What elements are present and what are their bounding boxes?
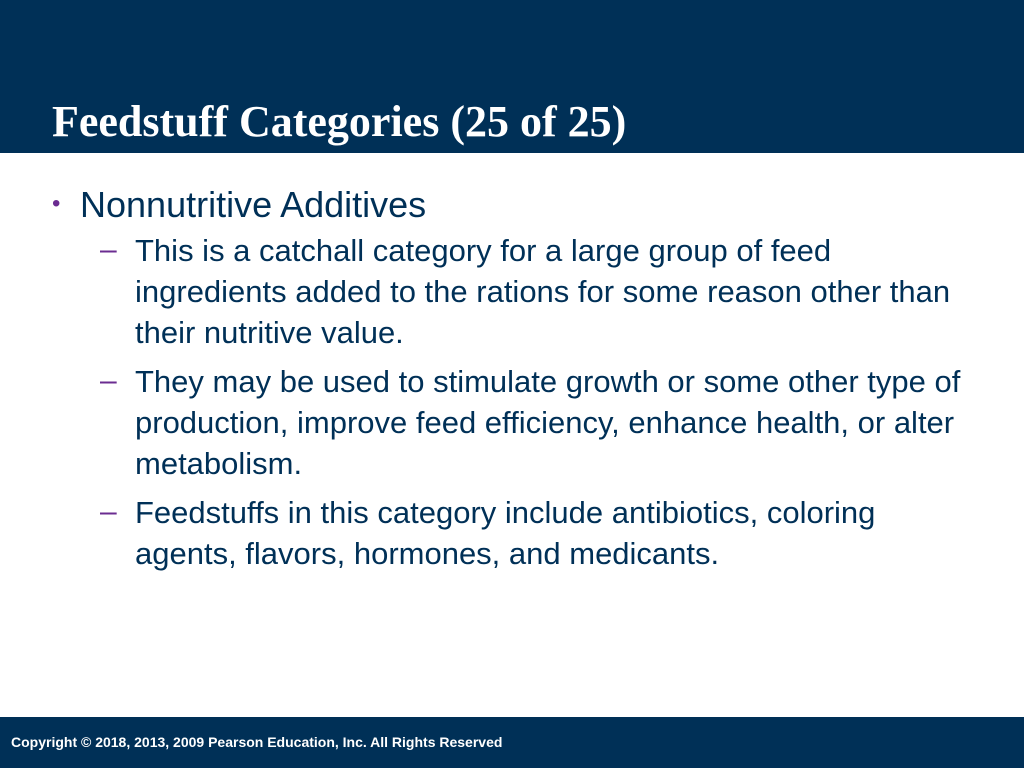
title-bar [0,0,1024,153]
bullet-marker: • [52,190,61,217]
slide-content [0,184,1024,582]
sub-bullet-marker: – [100,495,117,528]
sub-bullet-text: Feedstuffs in this category include antibiotics, coloring agents, flavors, hormones, and medicants. [135,495,876,571]
sub-bullet-marker: – [100,364,117,397]
sub-bullet-text: They may be used to stimulate growth or some other type of production, improve feed efficiency, enhance health, or alter metabolism. [135,364,961,481]
copyright-text: Copyright © 2018, 2013, 2009 Pearson Education, Inc. All Rights Reserved [11,734,503,750]
sub-bullet-item [0,492,1024,574]
slide-title: Feedstuff Categories (25 of 25) [52,97,627,146]
sub-bullet-marker: – [100,233,117,266]
sub-bullet-item [0,230,1024,353]
sub-bullet-item [0,361,1024,484]
bullet-text: Nonnutritive Additives [80,184,427,225]
footer-bar [0,717,1024,768]
sub-bullet-list [0,230,1024,574]
sub-bullet-text: This is a catchall category for a large group of feed ingredients added to the rations for some reason other than their nutritive value. [135,233,951,350]
bullet-item [0,184,1024,230]
